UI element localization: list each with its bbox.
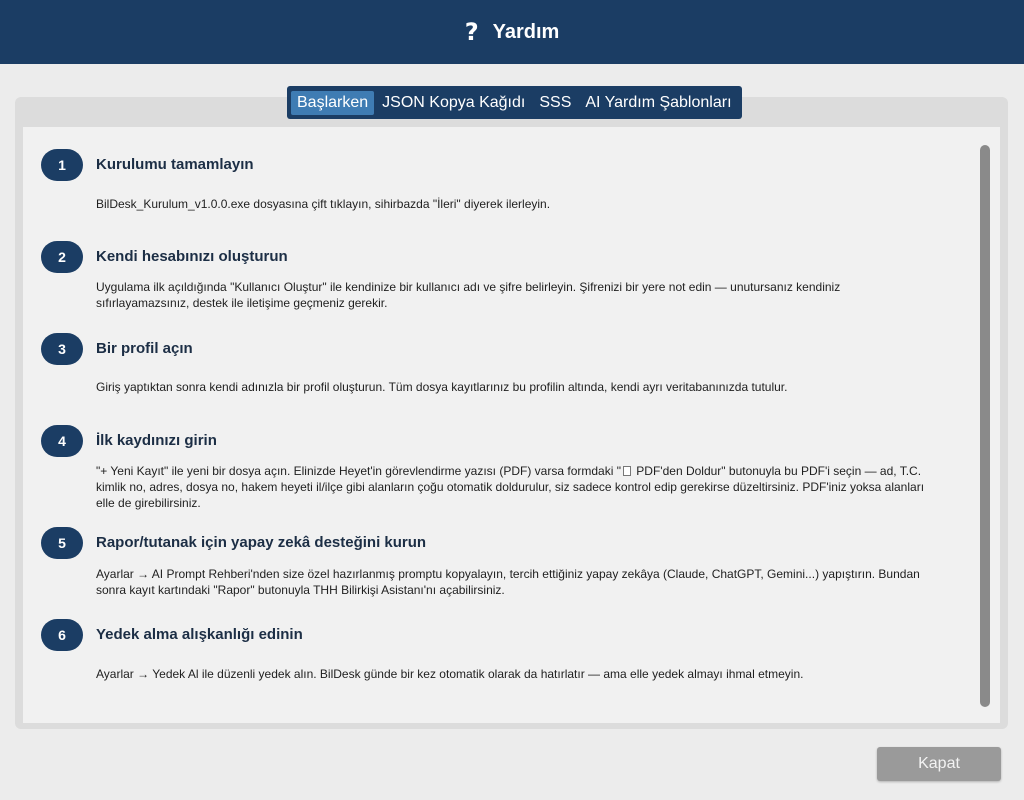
tab-baslarken[interactable]: Başlarken: [291, 91, 374, 115]
step-description: [96, 463, 936, 511]
help-question-icon: ?: [464, 18, 479, 46]
dialog-header: [0, 0, 1024, 64]
tab-sss[interactable]: SSS: [539, 93, 572, 111]
step-description: Ayarlar → AI Prompt Rehberi'nden size özel hazırlanmış promptu kopyalayın, tercih ettiğiniz yapay zekâya (Claude, ChatGPT, Gemini...) yapıştırın. Bundan sonra kayıt kartındaki "Rapor" butonuyla THH Bilirkişi Asistanı'nı açabilirsiniz.: [96, 567, 920, 597]
step-title: İlk kaydınızı girin: [96, 432, 217, 449]
step-description: Ayarlar → Yedek Al ile düzenli yedek alın. BilDesk günde bir kez otomatik olarak da hatırlatır — ama elle yedek almayı ihmal etmeyin.: [96, 667, 804, 681]
step-description-part: PDF'den Doldur" butonuyla bu PDF'i seçin — ad, T.C. kimlik no, adres, dosya no, hakem heyeti il/ilçe gibi alanların çoğu otomatik doldurulur, siz sadece kontrol edip gerekirse düzeltirsiniz. PDF'iniz yoksa alanları elle de girebilirsiniz.: [96, 464, 925, 510]
step-title: Rapor/tutanak için yapay zekâ desteğini kurun: [96, 534, 427, 551]
step-description: BilDesk_Kurulum_v1.0.0.exe dosyasına çift tıklayın, sihirbazda "İleri" diyerek ilerleyin.: [96, 197, 551, 211]
step-number-badge: 1: [41, 149, 83, 181]
tab-bar: [287, 86, 742, 119]
step-number-badge: 6: [41, 619, 83, 651]
tab-json-kopya-kagidi[interactable]: JSON Kopya Kağıdı: [382, 93, 526, 111]
step-number-badge: 4: [41, 425, 83, 457]
steps-list: [23, 127, 1000, 723]
step-title: Kendi hesabınızı oluşturun: [96, 248, 288, 265]
step-title: Yedek alma alışkanlığı edinin: [96, 626, 303, 643]
dialog-title: Yardım: [492, 20, 560, 43]
step-description-part: "+ Yeni Kayıt" ile yeni bir dosya açın. Elinizde Heyet'in görevlendirme yazısı (PDF) varsa formdaki ": [96, 464, 621, 478]
step-description: Giriş yaptıktan sonra kendi adınızla bir profil oluşturun. Tüm dosya kayıtlarınız bu profilin altında, kendi ayrı veritabanınızda tutulur.: [96, 380, 788, 394]
step-number-badge: 3: [41, 333, 83, 365]
step-number-badge: 5: [41, 527, 83, 559]
document-icon: [623, 466, 631, 476]
step-title: Kurulumu tamamlayın: [96, 156, 254, 173]
vertical-scrollbar[interactable]: [980, 145, 990, 707]
tab-ai-yardim-sablonlari[interactable]: AI Yardım Şablonları: [585, 93, 732, 111]
step-number-badge: 2: [41, 241, 83, 273]
step-description: Uygulama ilk açıldığında "Kullanıcı Oluştur" ile kendinize bir kullanıcı adı ve şifre belirleyin. Şifrenizi bir yere not edin — unutursanız kendiniz sıfırlayamazsınız, destek ile iletişime geçmeniz gerekir.: [96, 280, 841, 310]
step-title: Bir profil açın: [96, 340, 193, 357]
close-button[interactable]: Kapat: [877, 747, 1001, 781]
